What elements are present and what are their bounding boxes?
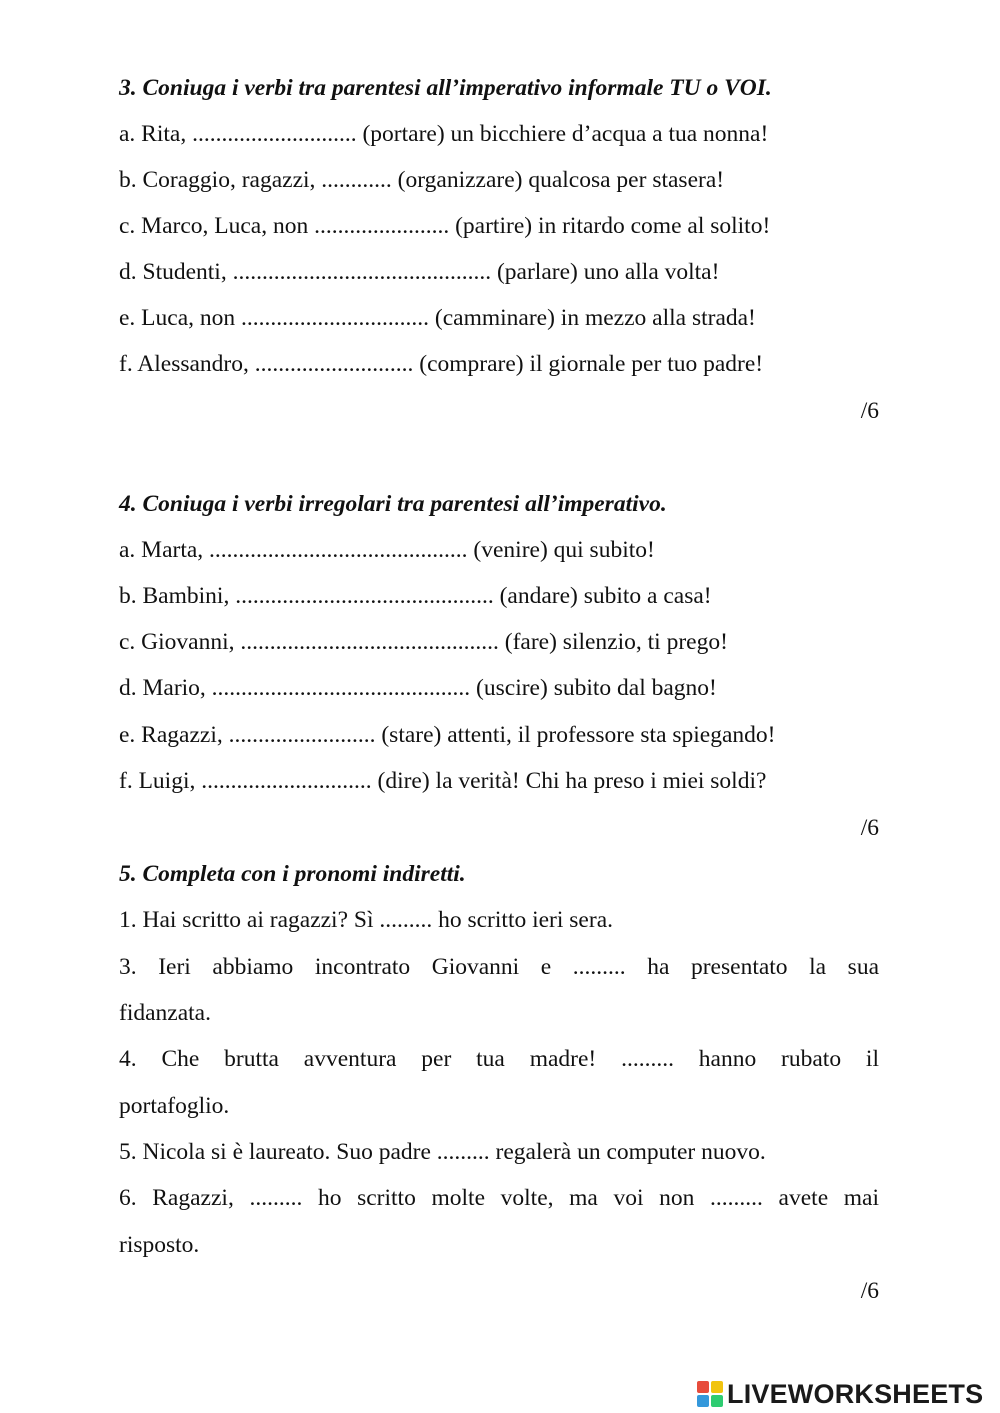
section3-item-c: c. Marco, Luca, non ....................... (partire) in ritardo come al solito! [119, 213, 771, 239]
section4-item-e: e. Ragazzi, ......................... (stare) attenti, il professore sta spiegando! [119, 722, 776, 748]
section3-item-f: f. Alessandro, ........................... (comprare) il giornale per tuo padre! [119, 351, 764, 377]
section5-item-6: 6. Ragazzi, ......... ho scritto molte volte, ma voi non ......... avete mai [119, 1185, 879, 1211]
logo-square-blue [697, 1395, 709, 1407]
section4-item-f: f. Luigi, ............................. (dire) la verità! Chi ha preso i miei soldi? [119, 768, 767, 794]
section5-heading: 5. Completa con i pronomi indiretti. [119, 861, 466, 887]
section5-item-4: 4. Che brutta avventura per tua madre! ......... hanno rubato il [119, 1046, 879, 1072]
liveworksheets-logo-icon [697, 1381, 723, 1407]
section3-heading: 3. Coniuga i verbi tra parentesi all’imperativo informale TU o VOI. [119, 75, 772, 101]
section5-item-3-cont: fidanzata. [119, 1000, 211, 1026]
section5-item-4-cont: portafoglio. [119, 1093, 230, 1119]
section3-item-a: a. Rita, ............................ (portare) un bicchiere d’acqua a tua nonna! [119, 121, 769, 147]
logo-square-red [697, 1381, 709, 1393]
logo-square-green [711, 1395, 723, 1407]
section5-item-1: 1. Hai scritto ai ragazzi? Sì ......... ho scritto ieri sera. [119, 907, 613, 933]
section3-item-e: e. Luca, non ................................ (camminare) in mezzo alla strada! [119, 305, 756, 331]
section5-score: /6 [860, 1278, 879, 1304]
liveworksheets-logo-text: LIVEWORKSHEETS [727, 1378, 984, 1409]
section4-item-c: c. Giovanni, ............................................ (fare) silenzio, ti prego! [119, 629, 728, 655]
section3-item-b: b. Coraggio, ragazzi, ............ (organizzare) qualcosa per stasera! [119, 167, 725, 193]
section5-item-3: 3. Ieri abbiamo incontrato Giovanni e ......... ha presentato la sua [119, 954, 879, 980]
logo-square-yellow [711, 1381, 723, 1393]
section3-item-d: d. Studenti, ............................................ (parlare) uno alla volta! [119, 259, 720, 285]
section5-item-5: 5. Nicola si è laureato. Suo padre ......... regalerà un computer nuovo. [119, 1139, 766, 1165]
section4-item-a: a. Marta, ............................................ (venire) qui subito! [119, 537, 655, 563]
section4-item-b: b. Bambini, ............................................ (andare) subito a casa! [119, 583, 712, 609]
section4-item-d: d. Mario, ............................................ (uscire) subito dal bagno! [119, 675, 717, 701]
liveworksheets-logo [697, 1379, 983, 1409]
section3-score: /6 [860, 398, 879, 424]
section4-heading: 4. Coniuga i verbi irregolari tra parentesi all’imperativo. [119, 491, 667, 517]
section4-score: /6 [860, 815, 879, 841]
section5-item-6-cont: risposto. [119, 1232, 200, 1258]
